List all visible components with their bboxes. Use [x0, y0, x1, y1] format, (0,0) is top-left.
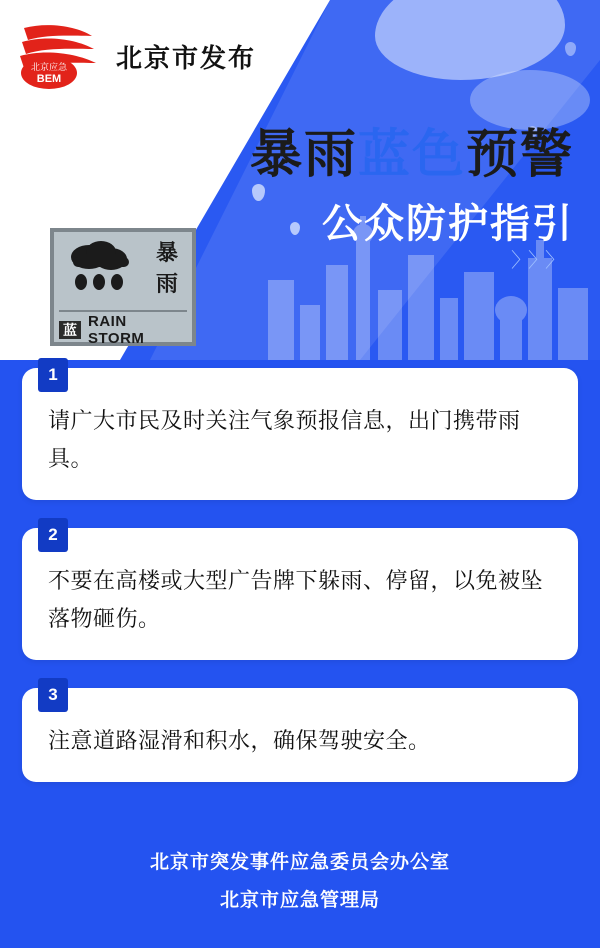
guideline-card-list	[0, 365, 600, 810]
guideline-card	[22, 365, 578, 500]
svg-text:BEM: BEM	[36, 73, 62, 85]
page-title-part1: 暴雨	[249, 126, 358, 184]
page-title	[250, 112, 574, 187]
guideline-card	[22, 525, 578, 660]
footer-line-1: 北京市突发事件应急委员会办公室	[149, 852, 450, 873]
warning-level-badge: 蓝	[59, 321, 81, 339]
chevron-right-icon: 〉〉〉	[511, 250, 572, 272]
card-text: 请广大市民及时关注气象预报信息，出门携带雨具。	[48, 408, 521, 471]
warning-sign-bottom	[59, 310, 187, 347]
guideline-card	[22, 685, 578, 782]
poster-footer	[0, 844, 600, 920]
page-subtitle: 公众防护指引	[322, 202, 574, 246]
warning-sign-cn-line1: 暴	[155, 240, 178, 265]
warning-sign-chinese-label	[147, 237, 187, 303]
poster-header	[0, 0, 600, 360]
warning-sign-cn-line2: 雨	[155, 271, 178, 296]
warning-sign-english-label: RAIN STORM	[88, 313, 145, 347]
brand-header	[18, 20, 256, 92]
beijing-emergency-logo-icon	[18, 20, 104, 92]
page-title-highlight: 蓝色	[357, 126, 466, 184]
brand-title: 北京市发布	[116, 42, 257, 73]
card-number-badge: 1	[38, 358, 68, 392]
card-text: 注意道路湿滑和积水，确保驾驶安全。	[48, 728, 431, 753]
footer-line-2: 北京市应急管理局	[219, 890, 380, 911]
card-text: 不要在高楼或大型广告牌下躲雨、停留，以免被坠落物砸伤。	[48, 568, 544, 631]
svg-text:北京应急: 北京应急	[30, 62, 68, 72]
rainstorm-warning-sign	[50, 228, 196, 346]
card-number-badge: 2	[38, 518, 68, 552]
warning-sign-top	[59, 237, 187, 303]
card-number-badge: 3	[38, 678, 68, 712]
page-title-part2: 预警	[465, 126, 574, 184]
rain-cloud-icon	[59, 237, 147, 303]
